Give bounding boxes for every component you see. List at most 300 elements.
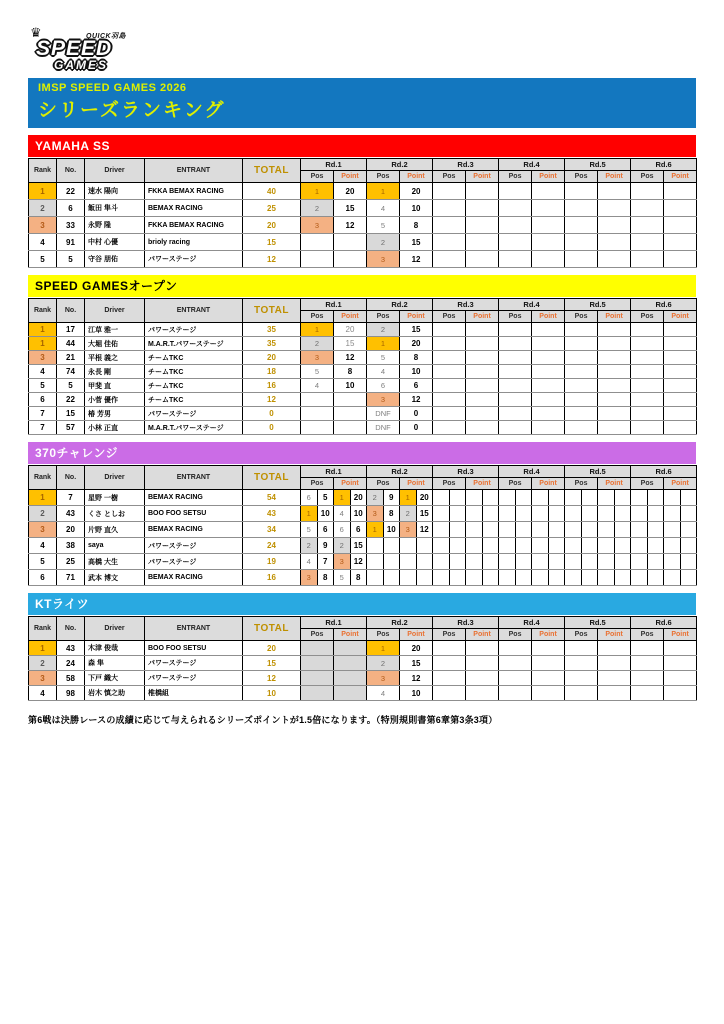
pos-cell [499,217,532,234]
point-header: Point [532,478,565,490]
entrant-cell: チームTKC [145,351,243,365]
rank-cell: 3 [29,671,57,686]
pos-cell: 3 [367,671,400,686]
point-cell [532,379,565,393]
pos-cell [565,379,598,393]
pos-cell [631,365,664,379]
pos-cell [400,570,417,586]
pos-cell: 1 [367,183,400,200]
point-cell [664,337,697,351]
driver-cell: 平根 義之 [85,351,145,365]
no-cell: 15 [57,407,85,421]
ranking-table [28,465,697,586]
table-row [29,183,697,200]
total-cell: 10 [243,686,301,701]
total-cell: 25 [243,200,301,217]
round-header: Rd.6 [631,617,697,629]
pos-cell [631,421,664,435]
point-cell [334,407,367,421]
point-cell [548,570,565,586]
point-cell: 10 [350,506,367,522]
point-cell [664,407,697,421]
driver-cell: 永長 剛 [85,365,145,379]
round-header: Rd.3 [433,466,499,478]
point-cell [581,506,598,522]
point-cell [664,323,697,337]
point-cell [598,323,631,337]
pos-cell [565,323,598,337]
point-cell [482,570,499,586]
pos-cell: 1 [400,490,417,506]
point-cell: 20 [416,490,433,506]
point-cell [614,554,631,570]
pos-cell [565,554,582,570]
pos-cell [598,554,615,570]
pos-cell [565,538,582,554]
point-cell [647,554,664,570]
driver-cell: 飯田 隼斗 [85,200,145,217]
point-cell [647,522,664,538]
total-cell: 16 [243,570,301,586]
point-cell [532,641,565,656]
point-cell [598,183,631,200]
point-cell: 8 [334,365,367,379]
pos-cell [565,217,598,234]
round-header: Rd.4 [499,617,565,629]
point-cell [466,323,499,337]
no-cell: 5 [57,251,85,268]
driver-cell: 星野 一樹 [85,490,145,506]
pos-cell [664,490,681,506]
table-row [29,538,697,554]
no-cell: 91 [57,234,85,251]
pos-cell [499,506,516,522]
pos-cell [565,656,598,671]
pos-cell [565,522,582,538]
round-header: Rd.6 [631,466,697,478]
table-row [29,251,697,268]
driver-header: Driver [85,299,145,323]
pos-header: Pos [301,478,334,490]
point-cell [548,522,565,538]
driver-cell: 江草 雅一 [85,323,145,337]
pos-cell: 5 [367,351,400,365]
point-cell [598,393,631,407]
table-row [29,393,697,407]
pos-cell [565,506,582,522]
pos-cell [631,570,648,586]
pos-header: Pos [565,171,598,183]
point-cell [614,490,631,506]
header-row-rounds [29,617,697,629]
pos-cell [433,421,466,435]
pos-cell: 4 [301,554,318,570]
pos-header: Pos [433,171,466,183]
point-cell [548,490,565,506]
pos-header: Pos [367,478,400,490]
point-cell [664,200,697,217]
pos-cell: 1 [301,323,334,337]
entrant-cell: パワーステージ [145,251,243,268]
point-cell [581,538,598,554]
class-section [28,442,696,586]
pos-cell [499,379,532,393]
pos-cell [367,570,384,586]
pos-cell: 3 [301,570,318,586]
pos-cell [466,490,483,506]
pos-header: Pos [301,629,334,641]
total-cell: 18 [243,365,301,379]
pos-cell [499,656,532,671]
point-cell [532,407,565,421]
driver-cell: くさ としお [85,506,145,522]
pos-cell [433,393,466,407]
point-cell: 12 [400,393,433,407]
total-cell: 20 [243,217,301,234]
no-cell: 74 [57,365,85,379]
pos-cell [367,538,384,554]
point-header: Point [598,171,631,183]
point-cell: 6 [350,522,367,538]
pos-cell [565,365,598,379]
pos-header: Pos [565,311,598,323]
pos-cell [433,234,466,251]
point-cell: 12 [350,554,367,570]
point-cell: 12 [334,217,367,234]
pos-cell: 2 [301,200,334,217]
pos-cell [631,217,664,234]
table-row [29,522,697,538]
pos-cell: DNF [367,407,400,421]
pos-cell [499,365,532,379]
point-header: Point [598,629,631,641]
pos-cell: 3 [301,351,334,365]
entrant-cell: パワーステージ [145,671,243,686]
pos-header: Pos [631,171,664,183]
point-cell [466,686,499,701]
pos-cell [499,393,532,407]
point-cell [532,200,565,217]
pos-cell [466,522,483,538]
point-cell [664,234,697,251]
point-cell [532,656,565,671]
point-header: Point [334,311,367,323]
point-cell [532,251,565,268]
table-head [29,159,697,183]
pos-cell [433,379,466,393]
point-cell: 8 [350,570,367,586]
pos-cell [499,200,532,217]
pos-cell [631,686,664,701]
point-cell [532,671,565,686]
point-cell: 10 [400,200,433,217]
point-cell [664,183,697,200]
point-cell [334,656,367,671]
point-cell: 10 [334,379,367,393]
pos-cell [631,506,648,522]
rank-header: Rank [29,617,57,641]
point-cell [466,251,499,268]
pos-cell [466,570,483,586]
round-header: Rd.5 [565,299,631,311]
point-header: Point [598,311,631,323]
table-body [29,641,697,701]
no-cell: 43 [57,641,85,656]
point-cell [614,522,631,538]
pos-cell [532,554,549,570]
pos-cell [565,393,598,407]
pos-cell [532,506,549,522]
rank-cell: 4 [29,686,57,701]
point-cell: 0 [400,421,433,435]
pos-cell [532,570,549,586]
rank-cell: 3 [29,522,57,538]
point-cell [598,407,631,421]
point-cell: 15 [416,506,433,522]
point-cell [482,522,499,538]
point-cell [334,421,367,435]
total-header: TOTAL [243,159,301,183]
pos-header: Pos [499,171,532,183]
driver-header: Driver [85,466,145,490]
round-header: Rd.1 [301,159,367,171]
point-cell: 8 [317,570,334,586]
footnote: 第6戦は決勝レースの成績に応じて与えられるシリーズポイントが1.5倍になります。（特別規則書第6章第3条3項） [28,715,498,725]
total-header: TOTAL [243,617,301,641]
pos-cell: 4 [367,686,400,701]
no-cell: 25 [57,554,85,570]
pos-cell: 1 [367,522,384,538]
pos-cell [631,393,664,407]
driver-cell: 守谷 朋佑 [85,251,145,268]
pos-cell [499,570,516,586]
pos-cell [598,506,615,522]
pos-cell [301,421,334,435]
point-cell [680,490,697,506]
pos-cell: 2 [334,538,351,554]
rank-cell: 3 [29,217,57,234]
rank-cell: 6 [29,570,57,586]
round-header: Rd.1 [301,617,367,629]
page-content [28,25,696,726]
title-banner [28,78,696,128]
point-header: Point [664,478,697,490]
table-head [29,466,697,490]
round-header: Rd.6 [631,159,697,171]
round-header: Rd.3 [433,299,499,311]
entrant-cell: FKKA BEMAX RACING [145,183,243,200]
round-header: Rd.2 [367,617,433,629]
table-row [29,217,697,234]
point-cell: 20 [350,490,367,506]
pos-cell [499,522,516,538]
point-cell [416,538,433,554]
pos-cell [598,522,615,538]
point-cell [416,570,433,586]
point-cell [598,421,631,435]
point-header: Point [466,311,499,323]
pos-cell [499,351,532,365]
pos-cell: 4 [334,506,351,522]
pos-cell [301,393,334,407]
point-cell [515,538,532,554]
no-cell: 21 [57,351,85,365]
pos-cell [631,234,664,251]
no-cell: 44 [57,337,85,351]
pos-cell [565,421,598,435]
point-cell [482,554,499,570]
point-cell [466,234,499,251]
ranking-table [28,158,697,268]
entrant-cell: パワーステージ [145,538,243,554]
pos-header: Pos [433,629,466,641]
pos-cell: 6 [301,490,318,506]
point-cell: 12 [400,671,433,686]
point-cell: 15 [400,323,433,337]
pos-cell [565,570,582,586]
no-cell: 17 [57,323,85,337]
point-cell: 8 [383,506,400,522]
driver-cell: 永野 隆 [85,217,145,234]
total-cell: 12 [243,251,301,268]
entrant-header: ENTRANT [145,299,243,323]
entrant-cell: BOO FOO SETSU [145,506,243,522]
ranking-table [28,616,697,701]
pos-cell [433,337,466,351]
round-header: Rd.1 [301,299,367,311]
pos-cell [301,251,334,268]
total-cell: 24 [243,538,301,554]
pos-cell [631,538,648,554]
no-cell: 5 [57,379,85,393]
header-row-rounds [29,159,697,171]
rank-cell: 7 [29,407,57,421]
pos-cell [631,351,664,365]
driver-header: Driver [85,617,145,641]
pos-header: Pos [631,629,664,641]
point-cell: 10 [383,522,400,538]
round-header: Rd.3 [433,617,499,629]
no-cell: 98 [57,686,85,701]
point-cell [664,656,697,671]
point-cell [598,686,631,701]
entrant-cell: brioly racing [145,234,243,251]
rank-cell: 2 [29,656,57,671]
point-cell [647,490,664,506]
pos-header: Pos [301,171,334,183]
point-cell [647,570,664,586]
entrant-cell: チームTKC [145,393,243,407]
table-row [29,200,697,217]
pos-cell [565,351,598,365]
point-cell [334,393,367,407]
round-header: Rd.2 [367,466,433,478]
rank-cell: 2 [29,506,57,522]
pos-cell: 2 [400,506,417,522]
table-row [29,337,697,351]
driver-cell: 小菅 優作 [85,393,145,407]
pos-cell [433,522,450,538]
driver-cell: 大堀 佳佑 [85,337,145,351]
point-cell [598,379,631,393]
pos-cell [433,323,466,337]
pos-cell [433,570,450,586]
total-header: TOTAL [243,299,301,323]
pos-cell [664,506,681,522]
point-cell [664,365,697,379]
point-header: Point [466,478,499,490]
rank-cell: 1 [29,337,57,351]
entrant-cell: チームTKC [145,365,243,379]
pos-cell [499,421,532,435]
point-cell [466,671,499,686]
point-cell [449,570,466,586]
pos-cell [631,522,648,538]
point-cell [614,506,631,522]
point-cell: 5 [317,490,334,506]
point-cell: 15 [350,538,367,554]
pos-cell [433,490,450,506]
point-cell [449,490,466,506]
pos-cell [433,183,466,200]
no-cell: 22 [57,393,85,407]
rank-header: Rank [29,466,57,490]
point-cell [548,538,565,554]
pos-cell [433,365,466,379]
point-cell: 20 [400,183,433,200]
section-title: 370チャレンジ [28,442,696,464]
no-cell: 43 [57,506,85,522]
pos-cell [301,656,334,671]
pos-cell [631,323,664,337]
pos-cell [433,217,466,234]
point-cell: 12 [400,251,433,268]
table-body [29,183,697,268]
rank-cell: 6 [29,393,57,407]
rank-cell: 2 [29,200,57,217]
point-cell [614,570,631,586]
pos-cell [433,251,466,268]
point-cell [466,183,499,200]
round-header: Rd.2 [367,299,433,311]
pos-cell [466,554,483,570]
point-cell [647,506,664,522]
driver-cell: 下戸 織大 [85,671,145,686]
driver-cell: 中村 心優 [85,234,145,251]
pos-cell [499,554,516,570]
table-head [29,617,697,641]
pos-cell [433,686,466,701]
no-cell: 22 [57,183,85,200]
entrant-cell: 椎橋組 [145,686,243,701]
point-cell [548,506,565,522]
pos-cell: 3 [367,251,400,268]
class-section [28,593,696,701]
point-cell [449,522,466,538]
point-cell: 6 [400,379,433,393]
point-cell [680,506,697,522]
table-row [29,656,697,671]
pos-cell [466,538,483,554]
point-cell: 9 [383,490,400,506]
point-cell [598,337,631,351]
header-row-rounds [29,466,697,478]
point-cell: 0 [400,407,433,421]
entrant-cell: M.A.R.T.パワーステージ [145,421,243,435]
pos-cell [400,554,417,570]
point-cell: 10 [317,506,334,522]
pos-cell: 1 [367,337,400,351]
